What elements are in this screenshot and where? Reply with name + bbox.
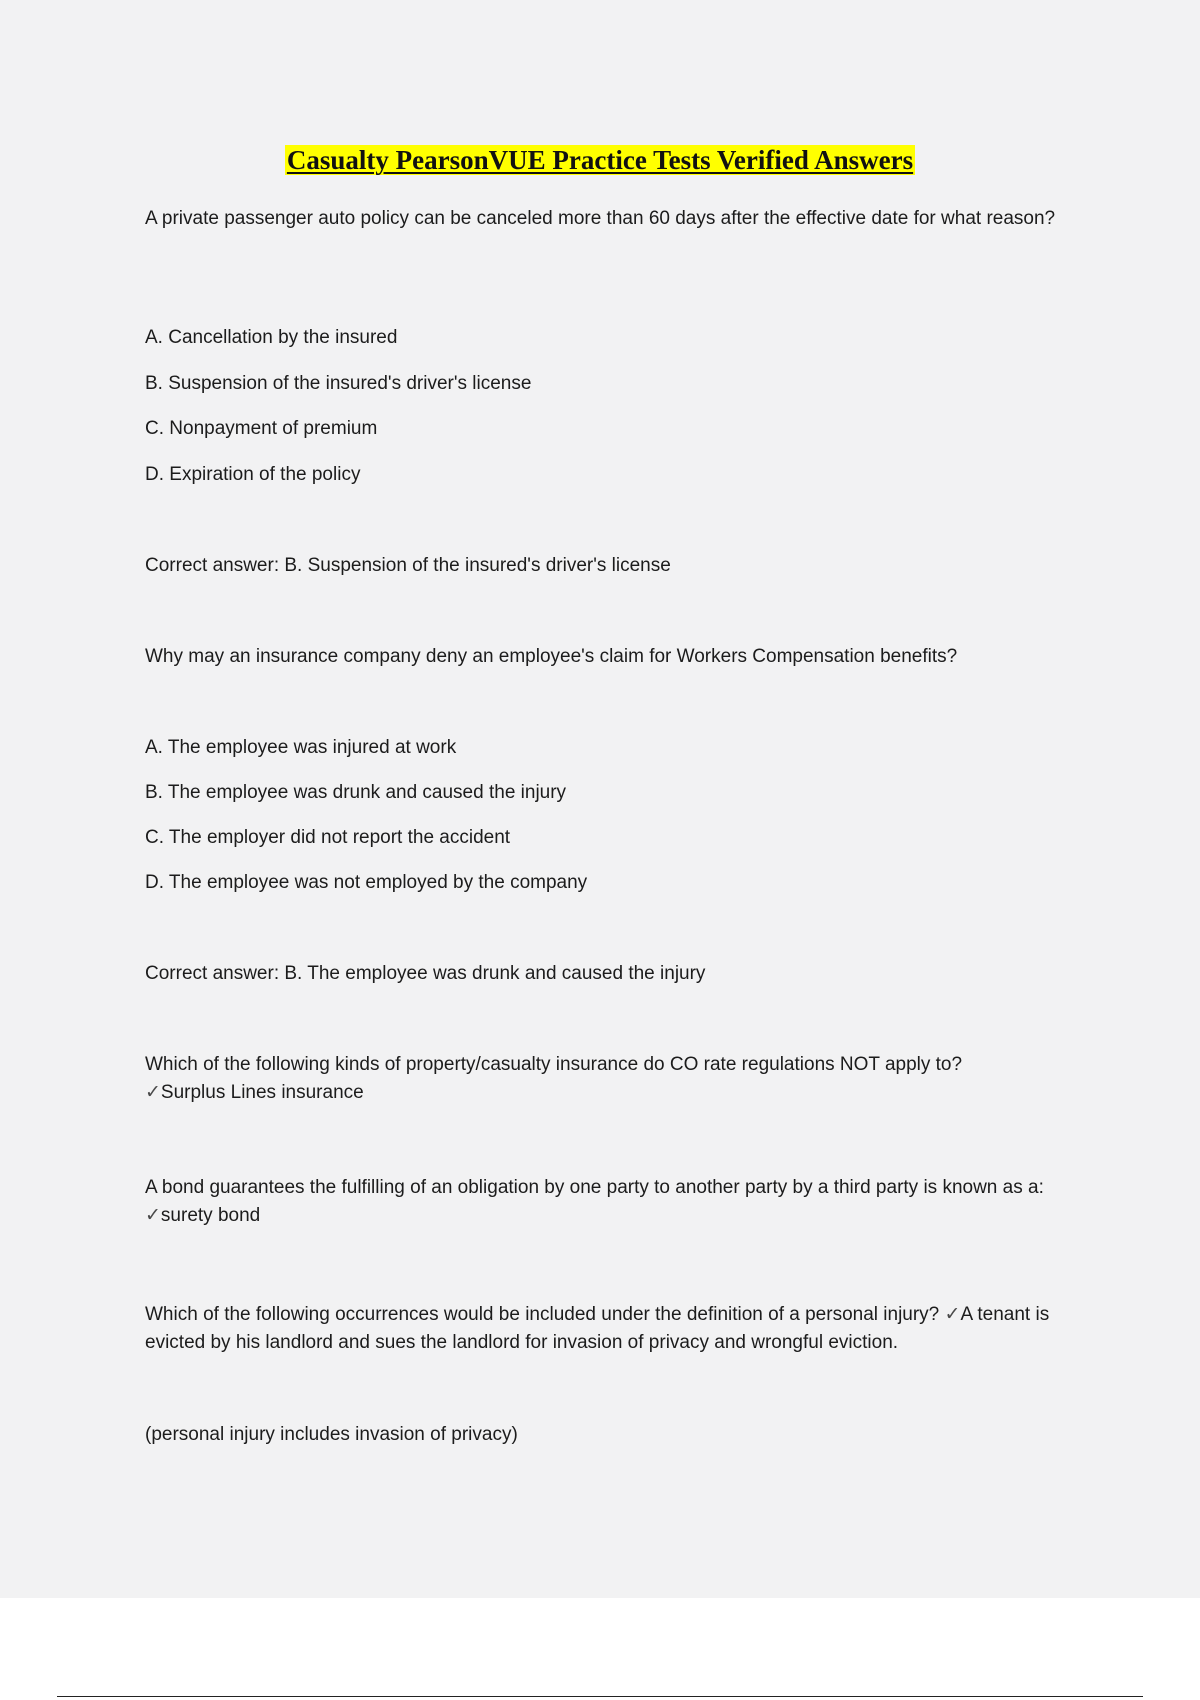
page-divider — [57, 1696, 1143, 1697]
question-4: A bond guarantees the fulfilling of an obligation by one party to another party by a third party is known as a: — [145, 1177, 1044, 1198]
q1-option-b: B. Suspension of the insured's driver's license — [145, 373, 532, 394]
question-5: Which of the following occurrences would be included under the definition of a personal injury? — [145, 1304, 940, 1325]
q4-answer: surety bond — [160, 1205, 261, 1226]
note-text: (personal injury includes invasion of privacy) — [145, 1424, 518, 1445]
question-3: Which of the following kinds of property/casualty insurance do CO rate regulations NOT apply to? — [145, 1054, 963, 1075]
q1-option-a: A. Cancellation by the insured — [145, 327, 398, 348]
document-title: Casualty PearsonVUE Practice Tests Verified Answers — [286, 145, 914, 175]
q2-option-b: B. The employee was drunk and caused the injury — [145, 782, 567, 803]
check-icon: ✓ — [944, 1304, 961, 1325]
q2-option-c: C. The employer did not report the accident — [145, 827, 511, 848]
question-3-block — [145, 1051, 1085, 1107]
question-2: Why may an insurance company deny an employee's claim for Workers Compensation benefits? — [145, 646, 958, 667]
check-icon: ✓ — [145, 1082, 161, 1103]
title-container — [0, 145, 1200, 175]
question-5-block — [145, 1301, 1085, 1357]
q3-answer: Surplus Lines insurance — [160, 1082, 364, 1103]
question-1: A private passenger auto policy can be canceled more than 60 days after the effective date for what reason? — [145, 208, 1056, 229]
q1-correct-answer: Correct answer: B. Suspension of the insured's driver's license — [145, 555, 671, 576]
q1-option-d: D. Expiration of the policy — [145, 464, 361, 485]
check-icon: ✓ — [145, 1205, 161, 1226]
q5-answer: A tenant is evicted by his landlord and sues the landlord for invasion of privacy and wrongful eviction. — [145, 1304, 1050, 1353]
q2-correct-answer: Correct answer: B. The employee was drunk and caused the injury — [145, 963, 706, 984]
question-4-block — [145, 1174, 1085, 1230]
q2-option-d: D. The employee was not employed by the company — [145, 872, 588, 893]
q2-option-a: A. The employee was injured at work — [145, 737, 457, 758]
q1-option-c: C. Nonpayment of premium — [145, 418, 378, 439]
